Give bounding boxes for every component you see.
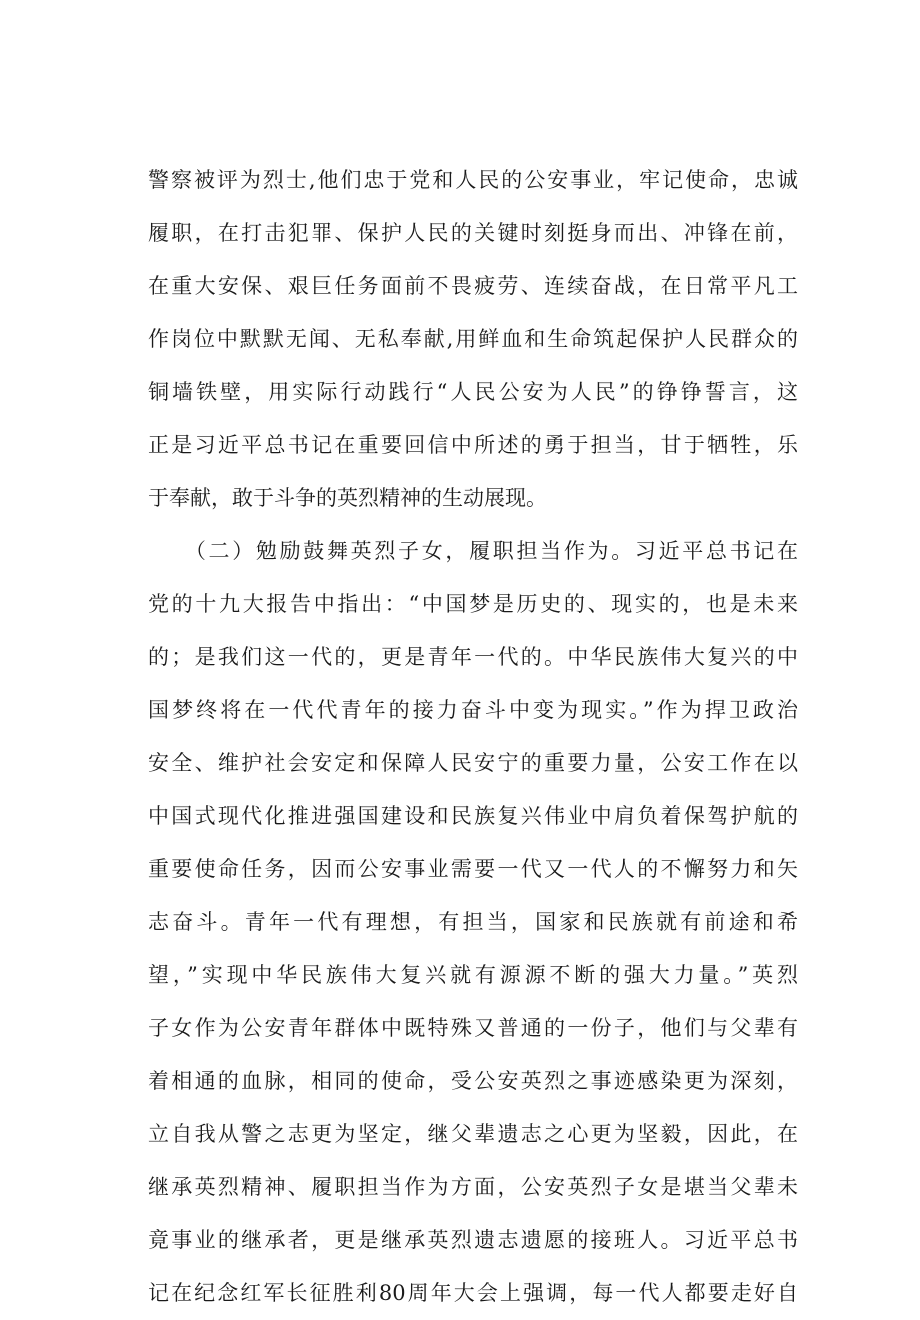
text-line: 望，”实现中华民族伟大复兴就有源源不断的强大力量。”英烈	[148, 963, 798, 987]
text-line: 子女作为公安青年群体中既特殊又普通的一份子，他们与父辈有	[148, 1016, 798, 1040]
text-line: 继承英烈精神、履职担当作为方面，公安英烈子女是堪当父辈未	[148, 1175, 798, 1199]
text-line: 作岗位中默默无闻、无私奉献,用鲜血和生命筑起保护人民群众的	[148, 327, 798, 351]
text-line: 国梦终将在一代代青年的接力奋斗中变为现实。”作为捍卫政治	[148, 698, 798, 722]
text-line: 在重大安保、艰巨任务面前不畏疲劳、连续奋战，在日常平凡工	[148, 274, 798, 298]
text-line: 立自我从警之志更为坚定，继父辈遗志之心更为坚毅，因此，在	[148, 1122, 798, 1146]
text-line: 于奉献，敢于斗争的英烈精神的生动展现。	[148, 486, 547, 510]
text-line: 着相通的血脉，相同的使命，受公安英烈之事迹感染更为深刻，	[148, 1069, 798, 1093]
text-line: 记在纪念红军长征胜利80周年大会上强调，每一代人都要走好自	[148, 1281, 798, 1305]
text-line: 履职，在打击犯罪、保护人民的关键时刻挺身而出、冲锋在前，	[148, 221, 798, 245]
text-line: 重要使命任务，因而公安事业需要一代又一代人的不懈努力和矢	[148, 857, 798, 881]
text-line: 中国式现代化推进强国建设和民族复兴伟业中肩负着保驾护航的	[148, 804, 798, 828]
text-line: 警察被评为烈士,他们忠于党和人民的公安事业，牢记使命，忠诚	[148, 168, 798, 192]
text-line: 竟事业的继承者，更是继承英烈遗志遗愿的接班人。习近平总书	[148, 1228, 798, 1252]
text-line: 铜墙铁壁，用实际行动践行“人民公安为人民”的铮铮誓言，这	[148, 380, 798, 404]
text-line: 的；是我们这一代的，更是青年一代的。中华民族伟大复兴的中	[148, 645, 798, 669]
body-text	[148, 154, 798, 1320]
text-line: 安全、维护社会安定和保障人民安宁的重要力量，公安工作在以	[148, 751, 798, 775]
text-line: （二）勉励鼓舞英烈子女，履职担当作为。习近平总书记在	[148, 539, 798, 563]
text-line: 志奋斗。青年一代有理想，有担当，国家和民族就有前途和希	[148, 910, 798, 934]
text-line: 正是习近平总书记在重要回信中所述的勇于担当，甘于牺牲，乐	[148, 433, 798, 457]
text-line: 党的十九大报告中指出：“中国梦是历史的、现实的，也是未来	[148, 592, 798, 616]
